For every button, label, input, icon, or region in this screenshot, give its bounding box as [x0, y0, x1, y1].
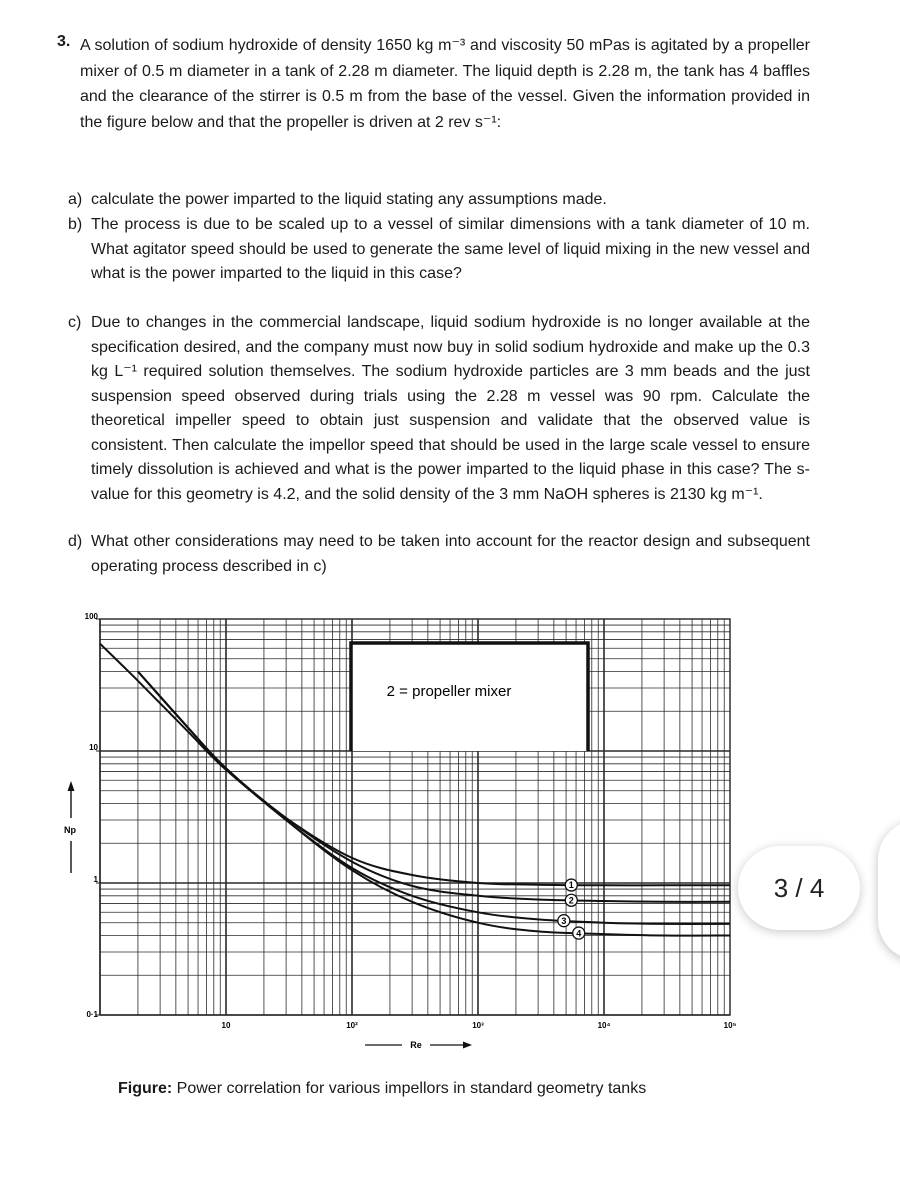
curve-marker-label: 2: [568, 895, 574, 906]
curve-marker-label: 1: [568, 880, 574, 891]
question-part-d: [68, 530, 810, 579]
question-intro: A solution of sodium hydroxide of density 1650 kg m⁻³ and viscosity 50 mPas is agitated by a propeller mixer of 0.5 m diameter in a tank of 2.28 m diameter. The liquid depth is 2.28 m, the tank has 4 baffles and the clearance of the stirrer is 0.5 m from the base of the vessel. Given the information provided in the figure below and that the propeller is driven at 2 rev s⁻¹:: [80, 37, 810, 131]
figure-caption: [118, 1080, 646, 1098]
part-a-text: calculate the power imparted to the liquid stating any assumptions made.: [91, 191, 607, 208]
page-indicator: [738, 846, 860, 930]
part-d-label: d): [68, 533, 83, 550]
curve-marker-2: [565, 894, 577, 906]
y-tick-label-1: 1: [93, 875, 98, 884]
power-correlation-chart: [50, 605, 750, 1055]
x-tick-label-100000: 10⁵: [723, 1021, 737, 1030]
x-tick-label-10: 10: [221, 1021, 231, 1030]
figure-caption-text: Power correlation for various impellors in standard geometry tanks: [172, 1080, 647, 1097]
y-tick-label-10: 10: [89, 743, 98, 752]
curve-marker-1: [565, 879, 577, 891]
curve-marker-label: 4: [576, 928, 582, 939]
page-indicator-text: 3 / 4: [773, 872, 825, 903]
y-axis-label: Np: [64, 825, 76, 835]
part-a-label: a): [68, 191, 83, 208]
part-c-label: c): [68, 314, 82, 331]
x-tick-label-1000: 10³: [472, 1021, 484, 1030]
part-d-text: What other considerations may need to be taken into account for the reactor design and subsequent operating process described in c): [91, 533, 810, 575]
question-part-a: [68, 188, 810, 213]
part-c-text: Due to changes in the commercial landscape, liquid sodium hydroxide is no longer available at the specification desired, and the company must now buy in solid sodium hydroxide and make up the 0.3 kg L⁻¹ required solution themselves. The sodium hydroxide particles are 3 mm beads and the just suspension speed observed during trials using the 2.28 m vessel was 90 rpm. Calculate the theoretical impeller speed to obtain just suspension and validate that the observed value is consistent. Then calculate the impellor speed that should be used in the large scale vessel to ensure timely dissolution is achieved and what is the power imparted to the liquid phase in this case? The s-value for this geometry is 4.2, and the solid density of the 3 mm NaOH spheres is 2130 kg m⁻¹.: [91, 314, 810, 503]
legend-box: [351, 643, 588, 751]
x-tick-label-10000: 10⁴: [597, 1021, 611, 1030]
part-b-label: b): [68, 216, 83, 233]
question-number: 3.: [57, 33, 71, 50]
x-axis-arrowhead: [463, 1042, 472, 1049]
curve-marker-4: [573, 927, 585, 939]
figure-caption-prefix: Figure:: [118, 1080, 173, 1097]
curve-marker-label: 3: [561, 915, 567, 926]
scroll-handle[interactable]: [878, 820, 900, 960]
power-correlation-figure: [50, 605, 750, 1055]
y-tick-label-100: 100: [84, 612, 98, 621]
curve-marker-3: [558, 915, 570, 927]
question-part-b: [68, 213, 810, 287]
x-tick-label-100: 10²: [346, 1021, 358, 1030]
y-axis-arrowhead: [68, 781, 75, 791]
question-part-c: [68, 311, 810, 507]
legend-box-text: 2 = propeller mixer: [386, 683, 512, 700]
x-axis-label: Re: [410, 1040, 422, 1050]
part-b-text: The process is due to be scaled up to a vessel of similar dimensions with a tank diameter of 10 m. What agitator speed should be used to generate the same level of liquid mixing in the new vessel and what is the power imparted to the liquid in this case?: [91, 216, 810, 282]
y-tick-label-0.1: 0·1: [86, 1010, 98, 1019]
curve-markers: [558, 879, 585, 939]
